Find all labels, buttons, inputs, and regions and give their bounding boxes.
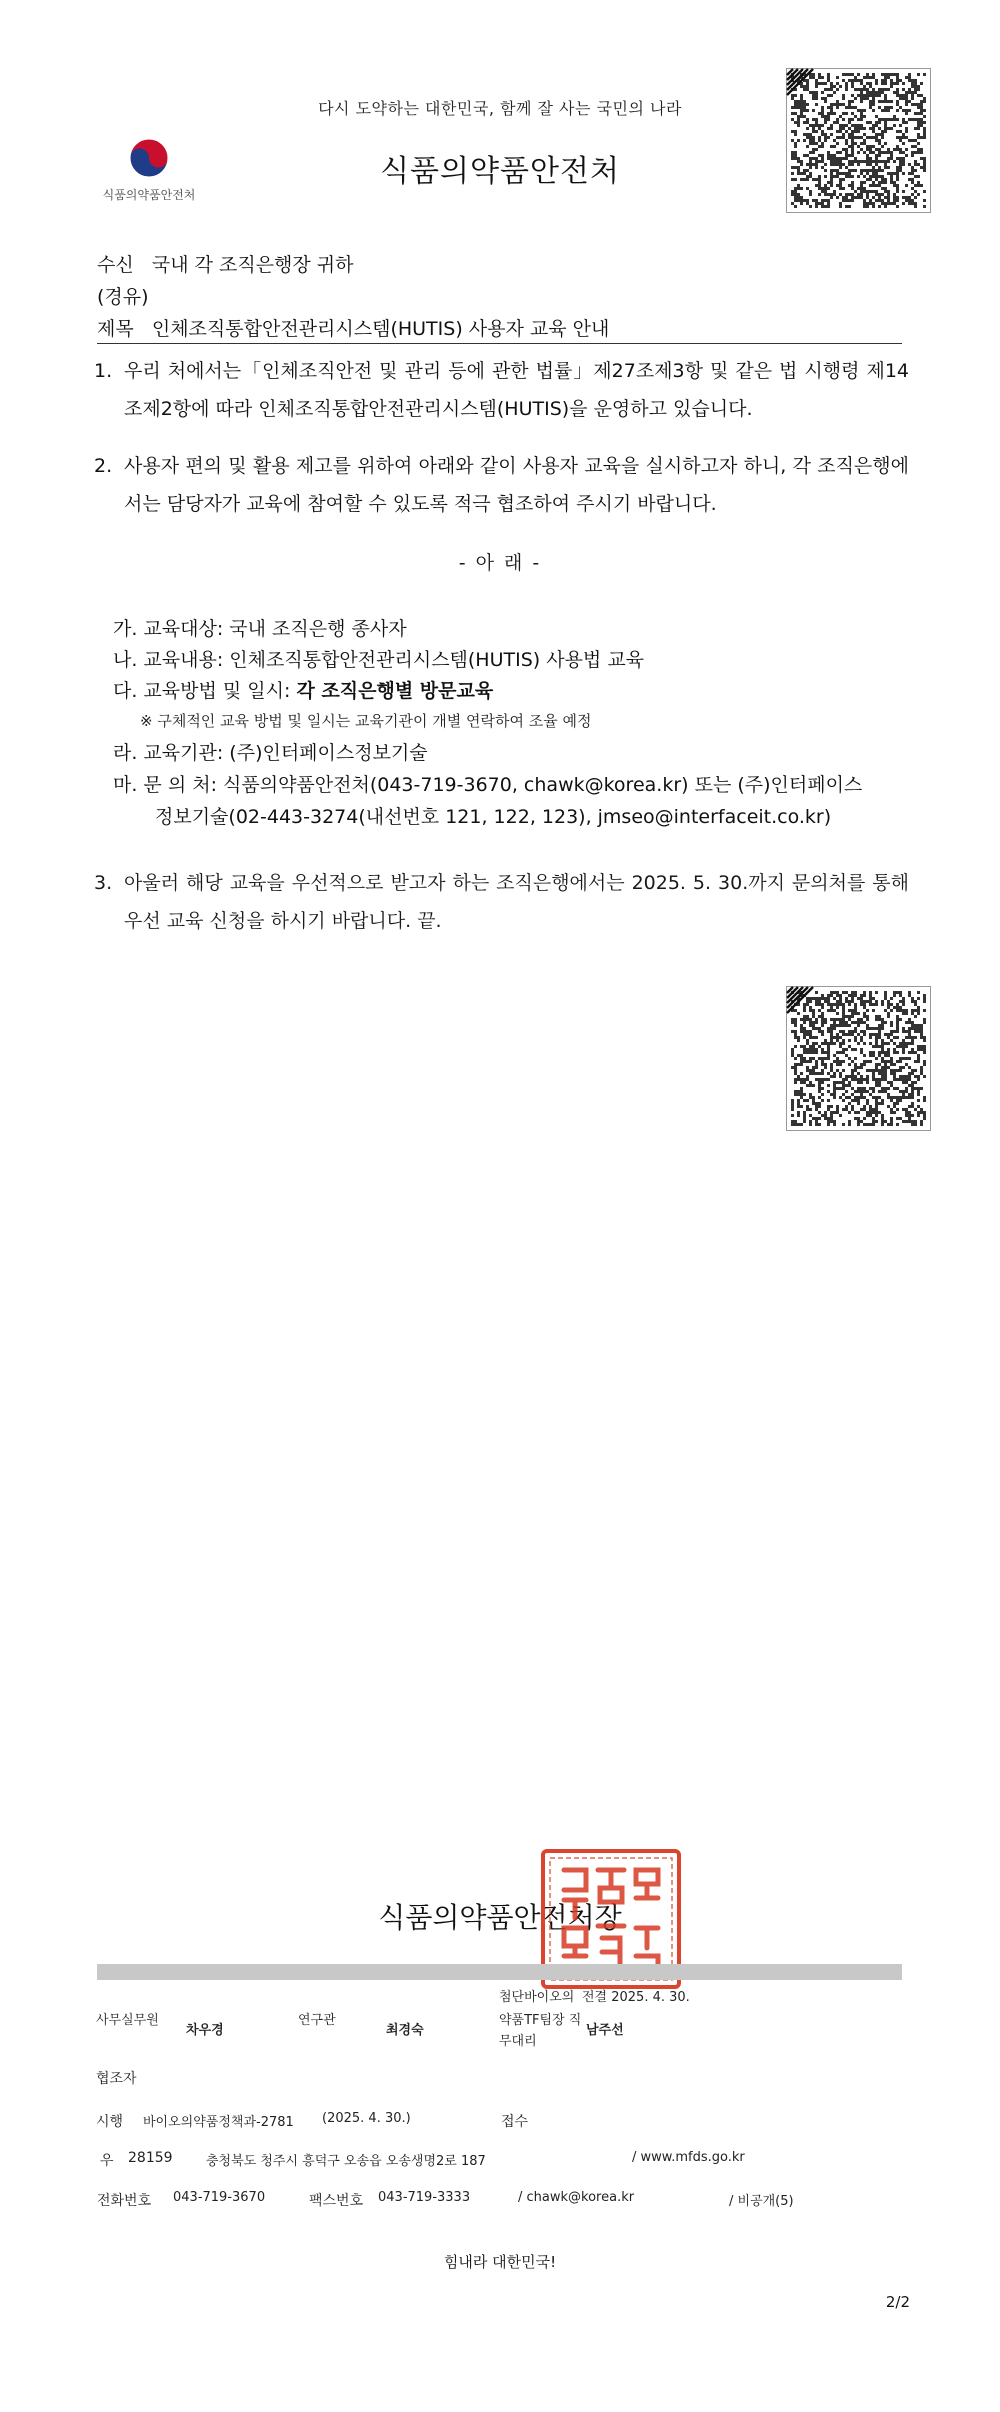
paragraph-1 [94, 352, 909, 428]
approver-2-name [386, 2019, 424, 2038]
paragraph-3-number: 3. [94, 872, 113, 894]
recipient-line [97, 250, 354, 277]
item-contact-label: 마. 문 의 처: [113, 774, 224, 796]
item-target-value: 국내 조직은행 종사자 [229, 618, 407, 640]
enforce-label: 시행 [96, 2114, 124, 2130]
item-institution-value: (주)인터페이스정보기술 [229, 742, 428, 764]
fax-label: 팩스번호 [309, 2193, 364, 2209]
item-method-note: ※ 구체적인 교육 방법 및 일시는 교육기관이 개별 연락하여 조율 예정 [140, 712, 592, 730]
logo-caption: 식품의약품안전처 [102, 188, 196, 202]
email: / chawk@korea.kr [518, 2190, 635, 2205]
subject-value: 인체조직통합안전관리시스템(HUTIS) 사용자 교육 안내 [151, 318, 610, 340]
cooperator-label: 협조자 [96, 2071, 137, 2087]
item-contact [113, 770, 862, 797]
subject-label: 제목 [97, 318, 134, 340]
paragraph-1-number: 1. [94, 360, 113, 382]
recipient-value: 국내 각 조직은행장 귀하 [151, 254, 354, 276]
address: 충청북도 청주시 흥덕구 오송읍 오송생명2로 187 [206, 2154, 486, 2169]
footer-slogan: 힘내라 대한민국! [443, 2253, 557, 2271]
item-content [113, 645, 644, 672]
enforce-value: 바이오의약품정책과-2781 [143, 2115, 294, 2130]
receipt-label: 접수 [501, 2114, 529, 2130]
item-target-label: 가. 교육대상: [113, 618, 230, 640]
approver-3-role-b: 약품TF팀장 직 [499, 2013, 582, 2028]
approver-1-role: 사무실무원 [96, 2013, 159, 2028]
postal-label: 우 [100, 2153, 114, 2169]
approval-divider-bar [97, 1964, 902, 1980]
approver-3-name-text: 남주선 [586, 2023, 624, 2038]
agency-title: 식품의약품안전처 [380, 154, 620, 189]
qr-code-middle [786, 986, 931, 1131]
qr-code-top [786, 68, 931, 213]
paragraph-2-text: 사용자 편의 및 활용 제고를 위하여 아래와 같이 사용자 교육을 실시하고자 하니, 각 조직은행에서는 담당자가 교육에 참여할 수 있도록 적극 협조하여 주시기 바랍니다. [124, 455, 909, 515]
item-contact-line2: 정보기술(02-443-3274(내선번호 121, 122, 123), jmseo@interfaceit.co.kr) [155, 806, 832, 828]
recipient-label: 수신 [97, 254, 134, 276]
website: / www.mfds.go.kr [632, 2150, 745, 2165]
phone-value: 043-719-3670 [173, 2190, 266, 2205]
disclosure: / 비공개(5) [729, 2194, 794, 2209]
item-method [113, 676, 493, 703]
paragraph-3 [94, 864, 909, 932]
below-heading: - 아 래 - [458, 552, 542, 574]
phone-label: 전화번호 [97, 2193, 152, 2209]
approver-3-role-c: 무대리 [499, 2034, 537, 2049]
paragraph-1-text: 우리 처에서는「인체조직안전 및 관리 등에 관한 법률」제27조제3항 및 같은 법 시행령 제14조제2항에 따라 인체조직통합안전관리시스템(HUTIS)을 운영하고 있습니다. [124, 360, 909, 420]
approver-2-role: 연구관 [298, 2013, 336, 2028]
subject-line [97, 314, 609, 341]
approver-2-name-text: 최경숙 [386, 2023, 424, 2038]
via-line: (경유) [97, 286, 149, 308]
agency-logo [94, 138, 204, 203]
taegeuk-logo-icon [129, 138, 169, 178]
item-content-label: 나. 교육내용: [113, 649, 230, 671]
approver-1-name [186, 2019, 224, 2038]
approver-3-date: 전결 2025. 4. 30. [582, 1990, 690, 2005]
item-method-value: 각 조직은행별 방문교육 [296, 680, 494, 702]
item-method-label: 다. 교육방법 및 일시: [113, 680, 297, 702]
fax-value: 043-719-3333 [378, 2190, 471, 2205]
page-number: 2/2 [885, 2293, 910, 2311]
approver-1-name-text: 차우경 [186, 2023, 224, 2038]
approver-3-role-a: 첨단바이오의 [499, 1990, 575, 2005]
subject-divider [97, 343, 902, 344]
item-contact-value-line1: 식품의약품안전처(043-719-3670, chawk@korea.kr) 또는 (주)인터페이스 [223, 774, 863, 796]
paragraph-2 [94, 447, 909, 523]
approver-3-name [586, 2019, 624, 2038]
paragraph-2-number: 2. [94, 455, 113, 477]
qr-code-icon [787, 987, 930, 1130]
government-slogan: 다시 도약하는 대한민국, 함께 잘 사는 국민의 나라 [318, 99, 682, 118]
enforce-date: (2025. 4. 30.) [322, 2111, 411, 2126]
item-content-value: 인체조직통합안전관리시스템(HUTIS) 사용법 교육 [229, 649, 645, 671]
paragraph-3-text: 아울러 해당 교육을 우선적으로 받고자 하는 조직은행에서는 2025. 5. 30.까지 문의처를 통해 우선 교육 신청을 하시기 바랍니다. 끝. [124, 872, 909, 932]
item-institution-label: 라. 교육기관: [113, 742, 230, 764]
postal-code: 28159 [128, 2150, 173, 2166]
signer-title: 식품의약품안전처장 [378, 1901, 622, 1934]
qr-code-icon [787, 69, 930, 212]
item-institution [113, 738, 428, 765]
item-target [113, 614, 407, 641]
